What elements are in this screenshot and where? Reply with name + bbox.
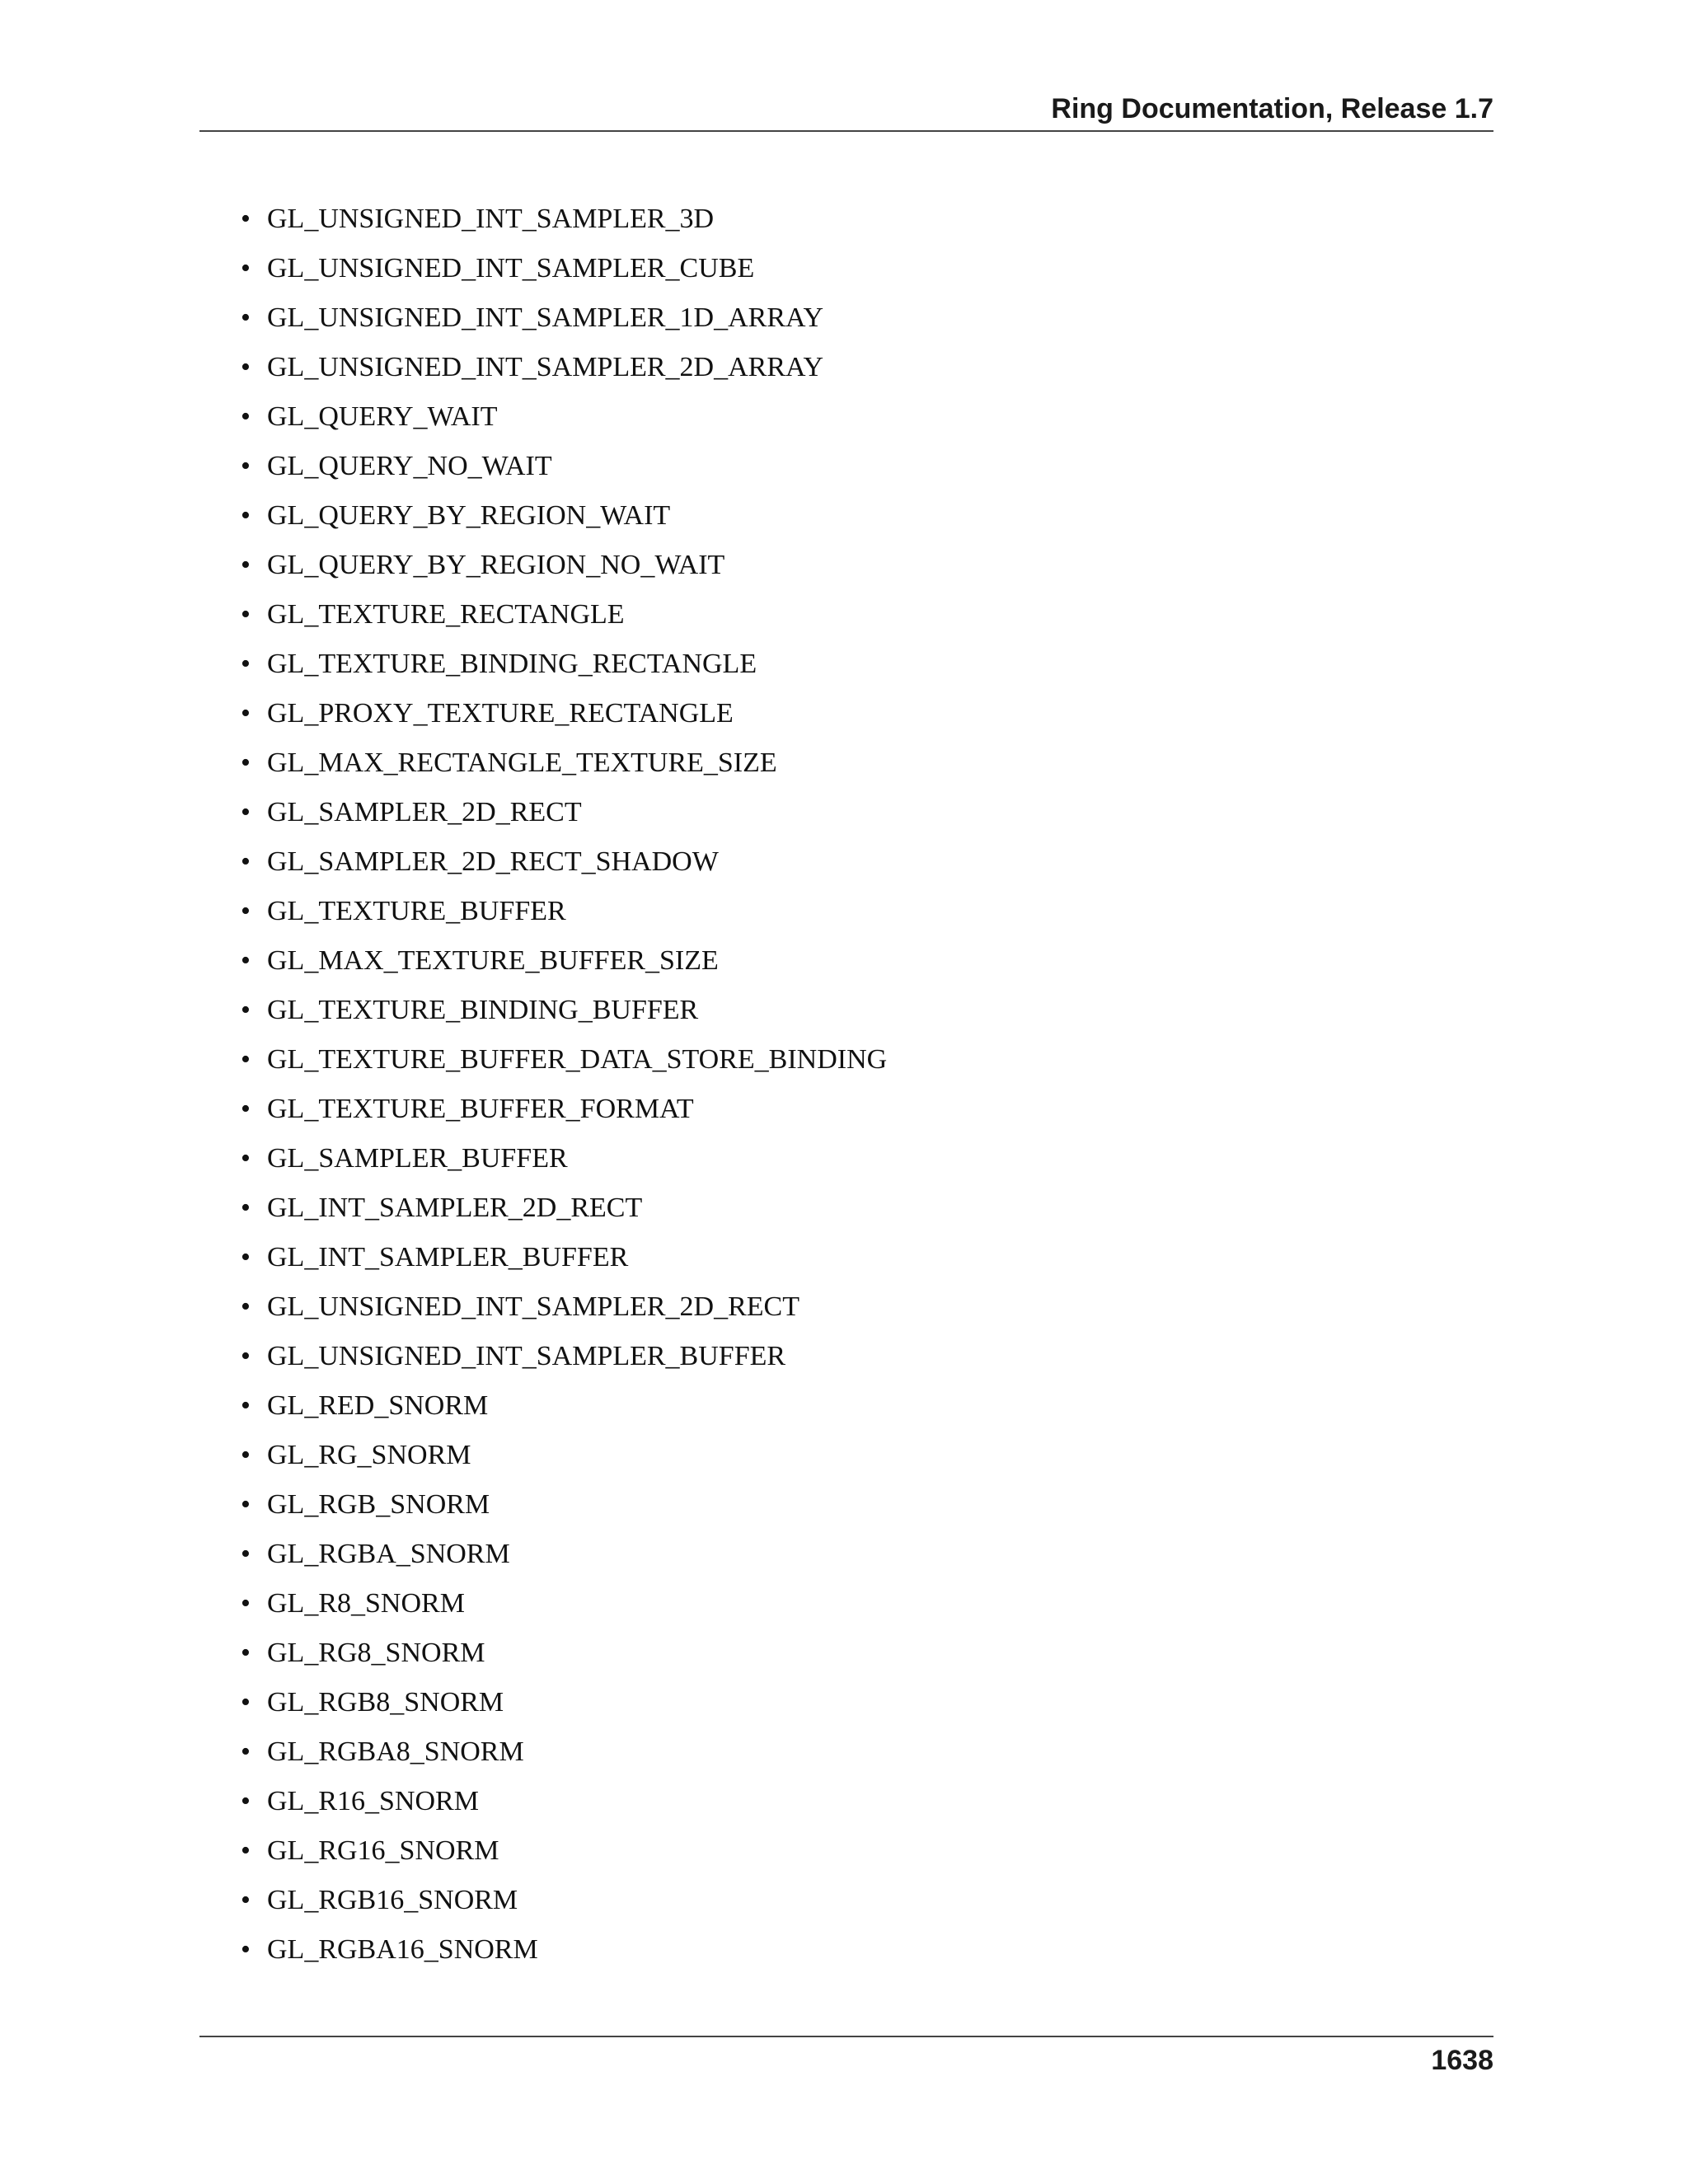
list-item-text: GL_UNSIGNED_INT_SAMPLER_1D_ARRAY	[267, 302, 824, 333]
list-item-text: GL_RGB16_SNORM	[267, 1885, 518, 1915]
list-item-text: GL_MAX_TEXTURE_BUFFER_SIZE	[267, 945, 719, 976]
bullet-icon: •	[241, 1193, 251, 1223]
bullet-icon: •	[241, 945, 251, 976]
list-item	[241, 1233, 887, 1282]
document-title: Ring Documentation, Release 1.7	[1051, 93, 1493, 124]
list-item-text: GL_TEXTURE_RECTANGLE	[267, 599, 625, 630]
list-item	[241, 1134, 887, 1183]
list-item-text: GL_UNSIGNED_INT_SAMPLER_2D_ARRAY	[267, 352, 824, 382]
bullet-icon: •	[241, 550, 251, 580]
bullet-icon: •	[241, 896, 251, 926]
list-item	[241, 1332, 887, 1381]
list-item-text: GL_UNSIGNED_INT_SAMPLER_BUFFER	[267, 1341, 786, 1371]
list-item-text: GL_INT_SAMPLER_BUFFER	[267, 1242, 629, 1272]
bullet-icon: •	[241, 1242, 251, 1272]
list-item-text: GL_UNSIGNED_INT_SAMPLER_2D_RECT	[267, 1291, 799, 1322]
list-item-text: GL_TEXTURE_BUFFER_FORMAT	[267, 1094, 694, 1124]
bullet-icon: •	[241, 1094, 251, 1124]
list-item-text: GL_RED_SNORM	[267, 1390, 489, 1421]
list-item	[241, 541, 887, 590]
list-item	[241, 788, 887, 837]
list-item-text: GL_SAMPLER_2D_RECT	[267, 797, 582, 827]
list-item	[241, 1727, 887, 1777]
list-item	[241, 1282, 887, 1332]
list-item	[241, 1035, 887, 1085]
list-item-text: GL_QUERY_NO_WAIT	[267, 451, 552, 481]
list-item	[241, 1183, 887, 1233]
bullet-icon: •	[241, 1489, 251, 1520]
list-item-text: GL_UNSIGNED_INT_SAMPLER_3D	[267, 204, 715, 234]
list-item-text: GL_SAMPLER_2D_RECT_SHADOW	[267, 846, 719, 877]
list-item	[241, 738, 887, 788]
list-item	[241, 244, 887, 293]
list-item	[241, 1876, 887, 1925]
page-footer	[199, 2036, 1493, 2076]
list-item	[241, 1826, 887, 1876]
list-item	[241, 887, 887, 936]
list-item-text: GL_QUERY_BY_REGION_NO_WAIT	[267, 550, 725, 580]
list-item	[241, 442, 887, 491]
list-item	[241, 1381, 887, 1431]
bullet-icon: •	[241, 748, 251, 778]
list-item-text: GL_RG16_SNORM	[267, 1835, 499, 1866]
constant-list	[241, 194, 887, 1975]
list-item	[241, 1085, 887, 1134]
list-item	[241, 837, 887, 887]
list-item-text: GL_TEXTURE_BINDING_RECTANGLE	[267, 649, 757, 679]
list-item	[241, 1530, 887, 1579]
bullet-icon: •	[241, 995, 251, 1025]
bullet-icon: •	[241, 1786, 251, 1816]
page-number: 1638	[1431, 2045, 1493, 2076]
list-item-text: GL_R8_SNORM	[267, 1588, 465, 1619]
bullet-icon: •	[241, 204, 251, 234]
list-item-text: GL_RG8_SNORM	[267, 1638, 485, 1668]
bullet-icon: •	[241, 253, 251, 284]
list-item-text: GL_INT_SAMPLER_2D_RECT	[267, 1193, 643, 1223]
bullet-icon: •	[241, 698, 251, 729]
list-item	[241, 1925, 887, 1975]
list-item-text: GL_RG_SNORM	[267, 1440, 471, 1470]
page-header	[199, 89, 1493, 132]
bullet-icon: •	[241, 1291, 251, 1322]
list-item-text: GL_R16_SNORM	[267, 1786, 479, 1816]
bullet-icon: •	[241, 1143, 251, 1174]
list-item	[241, 986, 887, 1035]
list-item	[241, 640, 887, 689]
list-item	[241, 1777, 887, 1826]
bullet-icon: •	[241, 797, 251, 827]
list-item-text: GL_PROXY_TEXTURE_RECTANGLE	[267, 698, 734, 729]
bullet-icon: •	[241, 451, 251, 481]
bullet-icon: •	[241, 1885, 251, 1915]
list-item-text: GL_TEXTURE_BUFFER_DATA_STORE_BINDING	[267, 1044, 888, 1075]
bullet-icon: •	[241, 1835, 251, 1866]
bullet-icon: •	[241, 1044, 251, 1075]
list-item	[241, 590, 887, 640]
bullet-icon: •	[241, 1588, 251, 1619]
list-item-text: GL_TEXTURE_BUFFER	[267, 896, 566, 926]
list-item-text: GL_RGBA_SNORM	[267, 1539, 510, 1569]
bullet-icon: •	[241, 1687, 251, 1718]
bullet-icon: •	[241, 649, 251, 679]
bullet-icon: •	[241, 1440, 251, 1470]
bullet-icon: •	[241, 1539, 251, 1569]
bullet-icon: •	[241, 352, 251, 382]
bullet-icon: •	[241, 599, 251, 630]
bullet-icon: •	[241, 401, 251, 432]
list-item	[241, 343, 887, 392]
list-item	[241, 392, 887, 442]
list-item	[241, 491, 887, 541]
list-item	[241, 1579, 887, 1629]
bullet-icon: •	[241, 500, 251, 531]
list-item-text: GL_RGB_SNORM	[267, 1489, 490, 1520]
list-item-text: GL_QUERY_BY_REGION_WAIT	[267, 500, 671, 531]
list-item-text: GL_RGBA8_SNORM	[267, 1736, 524, 1767]
list-item-text: GL_QUERY_WAIT	[267, 401, 498, 432]
list-item	[241, 1480, 887, 1530]
bullet-icon: •	[241, 1390, 251, 1421]
list-item	[241, 689, 887, 738]
bullet-icon: •	[241, 1341, 251, 1371]
list-item-text: GL_MAX_RECTANGLE_TEXTURE_SIZE	[267, 748, 777, 778]
bullet-icon: •	[241, 1934, 251, 1965]
bullet-icon: •	[241, 1638, 251, 1668]
list-item-text: GL_UNSIGNED_INT_SAMPLER_CUBE	[267, 253, 755, 284]
list-item-text: GL_TEXTURE_BINDING_BUFFER	[267, 995, 699, 1025]
list-item	[241, 293, 887, 343]
list-item	[241, 1629, 887, 1678]
list-item-text: GL_SAMPLER_BUFFER	[267, 1143, 568, 1174]
bullet-icon: •	[241, 1736, 251, 1767]
bullet-icon: •	[241, 846, 251, 877]
bullet-icon: •	[241, 302, 251, 333]
list-item	[241, 1431, 887, 1480]
list-item	[241, 194, 887, 244]
list-item	[241, 936, 887, 986]
list-item	[241, 1678, 887, 1727]
list-item-text: GL_RGBA16_SNORM	[267, 1934, 538, 1965]
list-item-text: GL_RGB8_SNORM	[267, 1687, 504, 1718]
